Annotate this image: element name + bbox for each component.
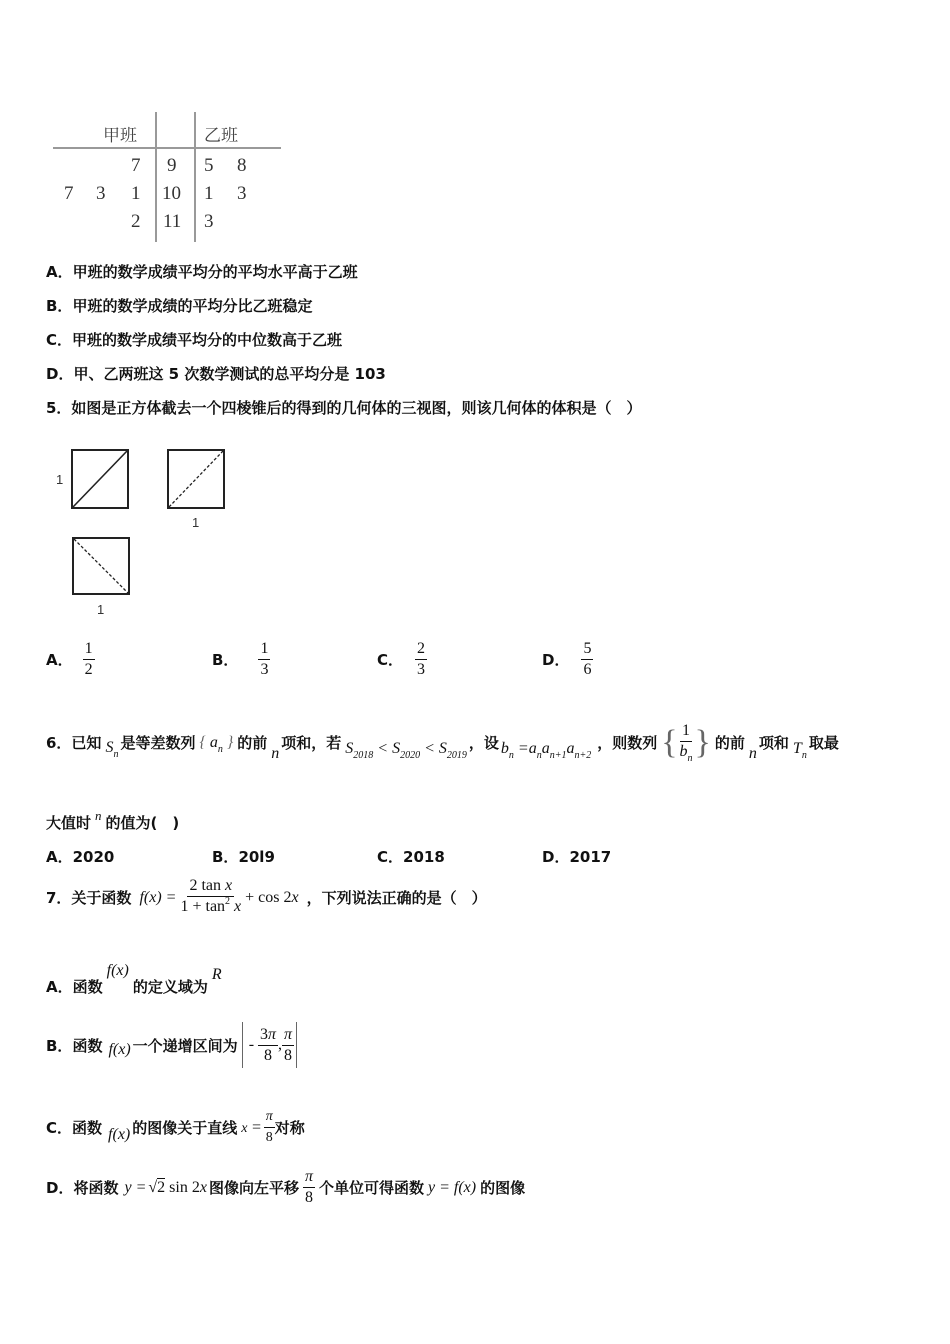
q4-option-b: B．甲班的数学成绩的平均分比乙班稳定	[46, 297, 313, 315]
q6-stem: 6．已知 $S_n$ 是等差数列 { $a_n$ } 的前 n 项和，若 $S_{2018} < S_{2020} < S_{2019}$ ，设 $b_n =a_na_{n+1}a_{n+2}$ ，则数列 { $\frac{1}{b_n}$ } 的前 n 项和 $T_n$ 取最	[46, 722, 839, 764]
side-view	[166, 448, 228, 510]
leaf-right: 1	[204, 183, 214, 204]
stem-leaf-vline-left	[155, 112, 157, 242]
stem-leaf-header-left: 甲班	[103, 126, 137, 146]
leaf-left: 7	[64, 183, 74, 204]
stem: 9	[167, 155, 177, 176]
leaf-right: 8	[237, 155, 247, 176]
fraction: $\frac{2}{3}$	[417, 640, 426, 678]
top-view-label: 1	[97, 602, 105, 617]
q7-stem: 7．关于函数 f(x) = $\frac{\text{2 tan x}}{1 + \tan^2 x}$ + cos 2x ，下列说法正确的是（ ）	[46, 877, 487, 915]
q5-option-c: C． $\frac{2}{3}$	[377, 640, 426, 678]
leaf-left: 1	[131, 183, 141, 204]
leaf-right: 3	[237, 183, 247, 204]
q5-option-d: D． $\frac{5}{6}$	[542, 640, 592, 678]
q7-option-c: C． 函数 f(x) 的图像关于直线 x = $\frac{\pi}{8}$ 对称	[46, 1109, 305, 1145]
leaf-right: 3	[204, 211, 214, 232]
stem-leaf-vline-right	[194, 112, 196, 242]
q4-option-d: D．甲、乙两班这 5 次数学测试的总平均分是 103	[46, 365, 386, 383]
fraction: $\frac{1}{3}$	[260, 640, 269, 678]
q5-option-a: A． $\frac{1}{2}$	[46, 640, 93, 678]
q5-option-b: B． $\frac{1}{3}$	[212, 640, 269, 678]
fraction: $\frac{5}{6}$	[583, 640, 592, 678]
stem: 11	[163, 211, 182, 232]
q6-option-b: B．20l9	[212, 848, 275, 866]
stem-leaf-header-right: 乙班	[204, 126, 238, 146]
fraction: $\frac{1}{2}$	[84, 640, 93, 678]
leaf-left: 3	[96, 183, 106, 204]
q4-option-a: A．甲班的数学成绩平均分的平均水平高于乙班	[46, 263, 358, 281]
side-view-label: 1	[192, 515, 200, 530]
q5-stem: 5．如图是正方体截去一个四棱锥后的得到的几何体的三视图，则该几何体的体积是（ ）	[46, 399, 642, 417]
stem: 10	[162, 183, 181, 204]
leaf-right: 5	[204, 155, 214, 176]
leaf-left: 7	[131, 155, 141, 176]
front-view	[70, 448, 132, 510]
q7-option-a: A． 函数 f(x) 的定义域为 R	[46, 962, 222, 996]
q7-option-b: B． 函数 f(x) 一个递增区间为 - $\frac{3\pi}{8}$ , $\frac{\pi}{8}$	[46, 1022, 297, 1068]
stem-leaf-hline	[53, 147, 281, 149]
q6-option-c: C．2018	[377, 848, 445, 866]
q7-option-d: D． 将函数 y = √2 sin 2x 图像向左平移 $\frac{\pi}{8}$ 个单位可得函数 y = f(x) 的图像	[46, 1168, 526, 1206]
top-view	[71, 536, 133, 598]
q6-option-d: D．2017	[542, 848, 612, 866]
q4-option-c: C．甲班的数学成绩平均分的中位数高于乙班	[46, 331, 343, 349]
leaf-left: 2	[131, 211, 141, 232]
q6-stem-line2: 大值时 n 的值为( )	[46, 808, 180, 832]
front-view-label: 1	[56, 472, 64, 487]
q6-option-a: A．2020	[46, 848, 115, 866]
